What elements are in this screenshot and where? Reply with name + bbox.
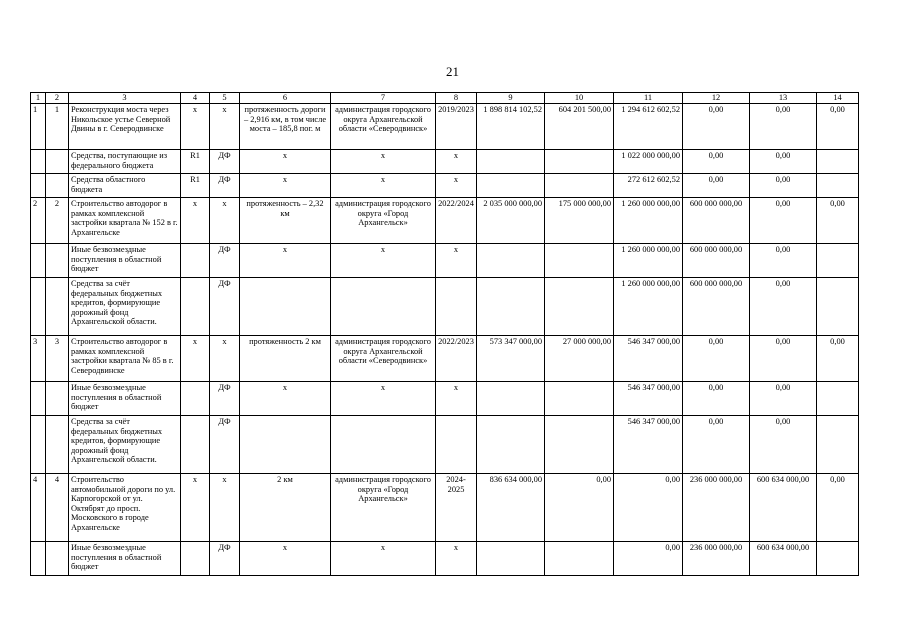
fund-type: ДФ — [210, 542, 240, 576]
fund-type: ДФ — [210, 382, 240, 416]
col-11-value: 1 294 612 602,52 — [614, 104, 683, 150]
table-row — [31, 382, 859, 416]
customer: администрация городского округа «Город Архангельск» — [331, 198, 436, 244]
capacity: х — [240, 174, 331, 198]
fund-type: х — [210, 198, 240, 244]
header-cell: 14 — [817, 93, 859, 104]
header-cell: 12 — [683, 93, 750, 104]
col-13-value: 600 634 000,00 — [750, 474, 817, 542]
item-name: Средства областного бюджета — [69, 174, 181, 198]
code — [181, 542, 210, 576]
table-row — [31, 278, 859, 336]
item-name: Строительство автомобильной дороги по ул. Карпогорской от ул. Октябрят до просп. Московского в городе Архангельске — [69, 474, 181, 542]
customer: х — [331, 542, 436, 576]
header-cell: 10 — [545, 93, 614, 104]
code: х — [181, 474, 210, 542]
col-14-value: 0,00 — [817, 474, 859, 542]
col-13-value: 0,00 — [750, 336, 817, 382]
code: R1 — [181, 174, 210, 198]
sub-number: 4 — [46, 474, 69, 542]
customer: администрация городского округа «Город Архангельск» — [331, 474, 436, 542]
sub-number: 3 — [46, 336, 69, 382]
page-number: 21 — [446, 64, 459, 79]
table-row — [31, 244, 859, 278]
col-13-value: 0,00 — [750, 150, 817, 174]
col-14-value — [817, 416, 859, 474]
capacity: протяженность дороги – 2,916 км, в том числе моста – 185,8 пог. м — [240, 104, 331, 150]
fund-type: х — [210, 336, 240, 382]
total-cost — [477, 416, 545, 474]
header-cell: 7 — [331, 93, 436, 104]
sub-number — [46, 382, 69, 416]
header-cell: 5 — [210, 93, 240, 104]
col-11-value: 272 612 602,52 — [614, 174, 683, 198]
fund-type: ДФ — [210, 416, 240, 474]
customer — [331, 416, 436, 474]
header-cell: 2 — [46, 93, 69, 104]
total-cost — [477, 174, 545, 198]
header-cell: 4 — [181, 93, 210, 104]
col-13-value: 0,00 — [750, 198, 817, 244]
item-name: Средства за счёт федеральных бюджетных кредитов, формирующие дорожный фонд Архангельской области. — [69, 278, 181, 336]
code — [181, 278, 210, 336]
capacity: 2 км — [240, 474, 331, 542]
total-cost: 1 898 814 102,52 — [477, 104, 545, 150]
header-cell: 6 — [240, 93, 331, 104]
years: 2024-2025 — [436, 474, 477, 542]
years: х — [436, 542, 477, 576]
col-10-value — [545, 278, 614, 336]
row-number — [31, 416, 46, 474]
col-14-value — [817, 150, 859, 174]
capacity: х — [240, 150, 331, 174]
col-13-value: 0,00 — [750, 104, 817, 150]
col-13-value: 0,00 — [750, 174, 817, 198]
years: х — [436, 382, 477, 416]
years: х — [436, 150, 477, 174]
total-cost: 2 035 000 000,00 — [477, 198, 545, 244]
table-row — [31, 104, 859, 150]
years: х — [436, 244, 477, 278]
sub-number — [46, 416, 69, 474]
fund-type: ДФ — [210, 244, 240, 278]
sub-number — [46, 244, 69, 278]
col-14-value — [817, 244, 859, 278]
col-14-value: 0,00 — [817, 198, 859, 244]
col-11-value: 0,00 — [614, 542, 683, 576]
item-name: Средства, поступающие из федерального бюджета — [69, 150, 181, 174]
row-number — [31, 542, 46, 576]
item-name: Строительство автодорог в рамках комплексной застройки квартала № 85 в г. Северодвинске — [69, 336, 181, 382]
col-10-value: 175 000 000,00 — [545, 198, 614, 244]
sub-number — [46, 174, 69, 198]
item-name: Средства за счёт федеральных бюджетных кредитов, формирующие дорожный фонд Архангельской области. — [69, 416, 181, 474]
customer: администрация городского округа Архангельской области «Северодвинск» — [331, 336, 436, 382]
col-11-value: 1 022 000 000,00 — [614, 150, 683, 174]
col-10-value — [545, 542, 614, 576]
capacity: протяженность 2 км — [240, 336, 331, 382]
col-11-value: 546 347 000,00 — [614, 416, 683, 474]
capacity — [240, 278, 331, 336]
fund-type: х — [210, 474, 240, 542]
col-13-value: 0,00 — [750, 416, 817, 474]
code: х — [181, 198, 210, 244]
total-cost — [477, 150, 545, 174]
col-13-value: 0,00 — [750, 278, 817, 336]
col-11-value: 546 347 000,00 — [614, 382, 683, 416]
capacity — [240, 416, 331, 474]
col-11-value: 1 260 000 000,00 — [614, 244, 683, 278]
total-cost — [477, 542, 545, 576]
col-12-value: 0,00 — [683, 336, 750, 382]
table-row — [31, 198, 859, 244]
customer — [331, 278, 436, 336]
col-10-value — [545, 244, 614, 278]
row-number: 2 — [31, 198, 46, 244]
header-cell: 9 — [477, 93, 545, 104]
total-cost — [477, 244, 545, 278]
customer: х — [331, 174, 436, 198]
row-number — [31, 382, 46, 416]
budget-table — [30, 92, 859, 576]
table-row — [31, 336, 859, 382]
capacity: протяженность – 2,32 км — [240, 198, 331, 244]
col-12-value: 236 000 000,00 — [683, 474, 750, 542]
years: 2022/2023 — [436, 336, 477, 382]
years: х — [436, 174, 477, 198]
code — [181, 244, 210, 278]
header-cell: 13 — [750, 93, 817, 104]
col-12-value: 0,00 — [683, 174, 750, 198]
table-row — [31, 474, 859, 542]
col-14-value — [817, 382, 859, 416]
code — [181, 382, 210, 416]
item-name: Иные безвозмездные поступления в областной бюджет — [69, 244, 181, 278]
header-cell: 11 — [614, 93, 683, 104]
code: х — [181, 104, 210, 150]
code — [181, 416, 210, 474]
years: 2022/2024 — [436, 198, 477, 244]
row-number — [31, 174, 46, 198]
col-14-value: 0,00 — [817, 104, 859, 150]
col-11-value: 1 260 000 000,00 — [614, 198, 683, 244]
col-10-value — [545, 416, 614, 474]
customer: администрация городского округа Архангельской области «Северодвинск» — [331, 104, 436, 150]
sub-number — [46, 542, 69, 576]
code: R1 — [181, 150, 210, 174]
table-row — [31, 150, 859, 174]
col-10-value: 604 201 500,00 — [545, 104, 614, 150]
col-13-value: 0,00 — [750, 244, 817, 278]
fund-type: ДФ — [210, 150, 240, 174]
row-number — [31, 150, 46, 174]
customer: х — [331, 382, 436, 416]
fund-type: ДФ — [210, 174, 240, 198]
col-13-value: 0,00 — [750, 382, 817, 416]
item-name: Строительство автодорог в рамках комплексной застройки квартала № 152 в г. Архангельске — [69, 198, 181, 244]
col-10-value — [545, 382, 614, 416]
col-10-value — [545, 174, 614, 198]
sub-number: 2 — [46, 198, 69, 244]
col-10-value: 27 000 000,00 — [545, 336, 614, 382]
row-number — [31, 244, 46, 278]
col-12-value: 236 000 000,00 — [683, 542, 750, 576]
years — [436, 278, 477, 336]
item-name: Реконструкция моста через Никольское устье Северной Двины в г. Северодвинске — [69, 104, 181, 150]
item-name: Иные безвозмездные поступления в областной бюджет — [69, 382, 181, 416]
header-cell: 3 — [69, 93, 181, 104]
col-12-value: 0,00 — [683, 416, 750, 474]
table-row — [31, 174, 859, 198]
header-row — [31, 93, 859, 104]
col-12-value: 0,00 — [683, 104, 750, 150]
sub-number — [46, 278, 69, 336]
row-number: 4 — [31, 474, 46, 542]
total-cost — [477, 382, 545, 416]
col-10-value: 0,00 — [545, 474, 614, 542]
col-10-value — [545, 150, 614, 174]
col-14-value — [817, 542, 859, 576]
fund-type: ДФ — [210, 278, 240, 336]
table-row — [31, 416, 859, 474]
col-12-value: 600 000 000,00 — [683, 278, 750, 336]
col-11-value: 1 260 000 000,00 — [614, 278, 683, 336]
item-name: Иные безвозмездные поступления в областной бюджет — [69, 542, 181, 576]
col-12-value: 0,00 — [683, 150, 750, 174]
sub-number: 1 — [46, 104, 69, 150]
capacity: х — [240, 244, 331, 278]
capacity: х — [240, 382, 331, 416]
total-cost: 836 634 000,00 — [477, 474, 545, 542]
col-14-value — [817, 174, 859, 198]
col-11-value: 0,00 — [614, 474, 683, 542]
years — [436, 416, 477, 474]
table-row — [31, 542, 859, 576]
row-number — [31, 278, 46, 336]
code: х — [181, 336, 210, 382]
customer: х — [331, 244, 436, 278]
total-cost: 573 347 000,00 — [477, 336, 545, 382]
total-cost — [477, 278, 545, 336]
col-12-value: 0,00 — [683, 382, 750, 416]
row-number: 1 — [31, 104, 46, 150]
header-cell: 1 — [31, 93, 46, 104]
col-13-value: 600 634 000,00 — [750, 542, 817, 576]
row-number: 3 — [31, 336, 46, 382]
customer: х — [331, 150, 436, 174]
col-12-value: 600 000 000,00 — [683, 198, 750, 244]
col-14-value — [817, 278, 859, 336]
sub-number — [46, 150, 69, 174]
capacity: х — [240, 542, 331, 576]
col-14-value: 0,00 — [817, 336, 859, 382]
years: 2019/2023 — [436, 104, 477, 150]
col-12-value: 600 000 000,00 — [683, 244, 750, 278]
col-11-value: 546 347 000,00 — [614, 336, 683, 382]
header-cell: 8 — [436, 93, 477, 104]
fund-type: х — [210, 104, 240, 150]
